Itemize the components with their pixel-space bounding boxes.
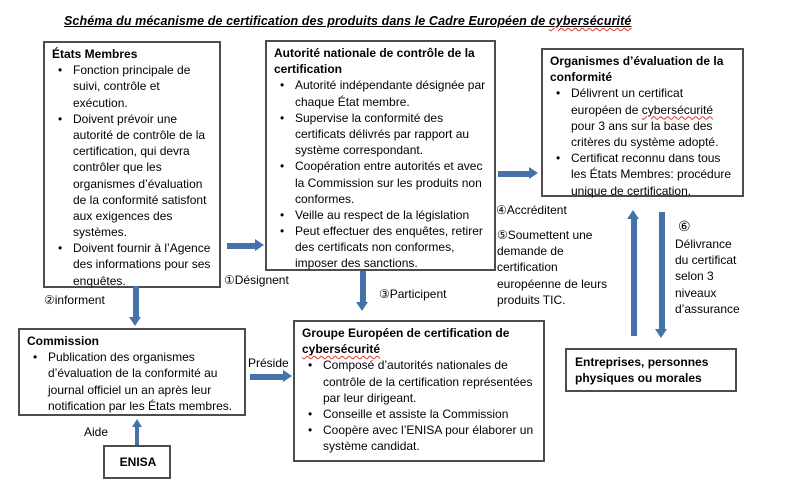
autorite-nationale-title: Autorité nationale de contrôle de la certification (274, 46, 475, 77)
bullet-item: • Publication des organismes d’évaluation de la conformité au journal officiel un an après leur notification par les États membres. (27, 349, 239, 414)
label-aide: Aide (84, 425, 109, 439)
bullet-item: • Autorité indépendante désignée par chaque État membre. (274, 77, 489, 109)
label-delivrance: Délivrance du certificat selon 3 niveaux d’assurance (675, 237, 740, 316)
bullet-item: • Supervise la conformité des certificats délivrés par rapport au système correspondant. (274, 110, 489, 159)
label-participent: ③Participent (379, 287, 447, 301)
label-soumettent: ⑤Soumettent une demande de certification européenne de leurs produits TIC. (497, 228, 608, 307)
commission-title: Commission (27, 334, 100, 348)
bullet-item: • Certificat reconnu dans tous les États Membres: procédure unique de certification. (550, 150, 737, 199)
arrow-aide-up (130, 419, 143, 445)
bullet-item: • Veille au respect de la législation (274, 207, 489, 223)
etats-membres-title: États Membres (52, 47, 138, 61)
label-informent: ②informent (44, 293, 105, 307)
arrow-participent (356, 271, 369, 311)
bullet-item: • Composé d’autorités nationales de contrôle de la certification représentées par leur dirigeant. (302, 357, 538, 406)
bullet-item: • Doivent prévoir une autorité de contrôle de la certification, qui devra contrôler que les organismes d’évaluation de la conformité satisfont aux exigences des systèmes. (52, 111, 214, 241)
organismes-evaluation-bullets (550, 85, 737, 198)
box-enisa (103, 445, 171, 479)
arrow-designent (227, 239, 264, 252)
entreprises-title: Entreprises, personnes physiques ou morales (575, 354, 709, 385)
label-accreditent: ④Accréditent (496, 203, 567, 217)
bullet-item: • Peut effectuer des enquêtes, retirer des certificats non conformes, imposer des sanctions. (274, 223, 489, 272)
groupe-europeen-bullets (302, 357, 538, 454)
bullet-item: • Coopère avec l’ENISA pour élaborer un système candidat. (302, 422, 538, 454)
label-designent: ①Désignent (224, 273, 289, 287)
box-commission (18, 328, 246, 416)
arrow-accreditent (498, 167, 538, 180)
bullet-item: • Doivent fournir à l’Agence des informations pour ses enquêtes. (52, 240, 214, 289)
arrow-preside (250, 370, 292, 383)
label-preside: Préside (248, 356, 289, 370)
label-delivrance-numero: ⑥ (678, 218, 691, 234)
box-autorite-nationale (265, 40, 496, 271)
groupe-europeen-title: Groupe Européen de certification de cybersécurité (302, 326, 510, 357)
etats-membres-bullets (52, 62, 214, 289)
box-entreprises (565, 348, 737, 392)
enisa-title: ENISA (119, 454, 157, 469)
bullet-item: • Fonction principale de suivi, contrôle et exécution. (52, 62, 214, 111)
box-groupe-europeen (293, 320, 545, 462)
commission-bullets (27, 349, 239, 414)
arrow-delivrance-down (655, 212, 668, 338)
arrow-soumettent-up (627, 210, 640, 336)
arrow-informent (129, 286, 142, 326)
box-etats-membres (43, 41, 221, 288)
bullet-item: • Délivrent un certificat européen de cybersécurité pour 3 ans sur la base des critères du système adopté. (550, 85, 737, 150)
bullet-item: • Conseille et assiste la Commission (302, 406, 538, 422)
diagram-title: Schéma du mécanisme de certification des produits dans le Cadre Européen de cybersécurité (64, 14, 632, 28)
organismes-evaluation-title: Organismes d’évaluation de la conformité (550, 54, 724, 85)
autorite-nationale-bullets (274, 77, 489, 271)
bullet-item: • Coopération entre autorités et avec la Commission sur les produits non conformes. (274, 158, 489, 207)
box-organismes-evaluation (541, 48, 744, 197)
